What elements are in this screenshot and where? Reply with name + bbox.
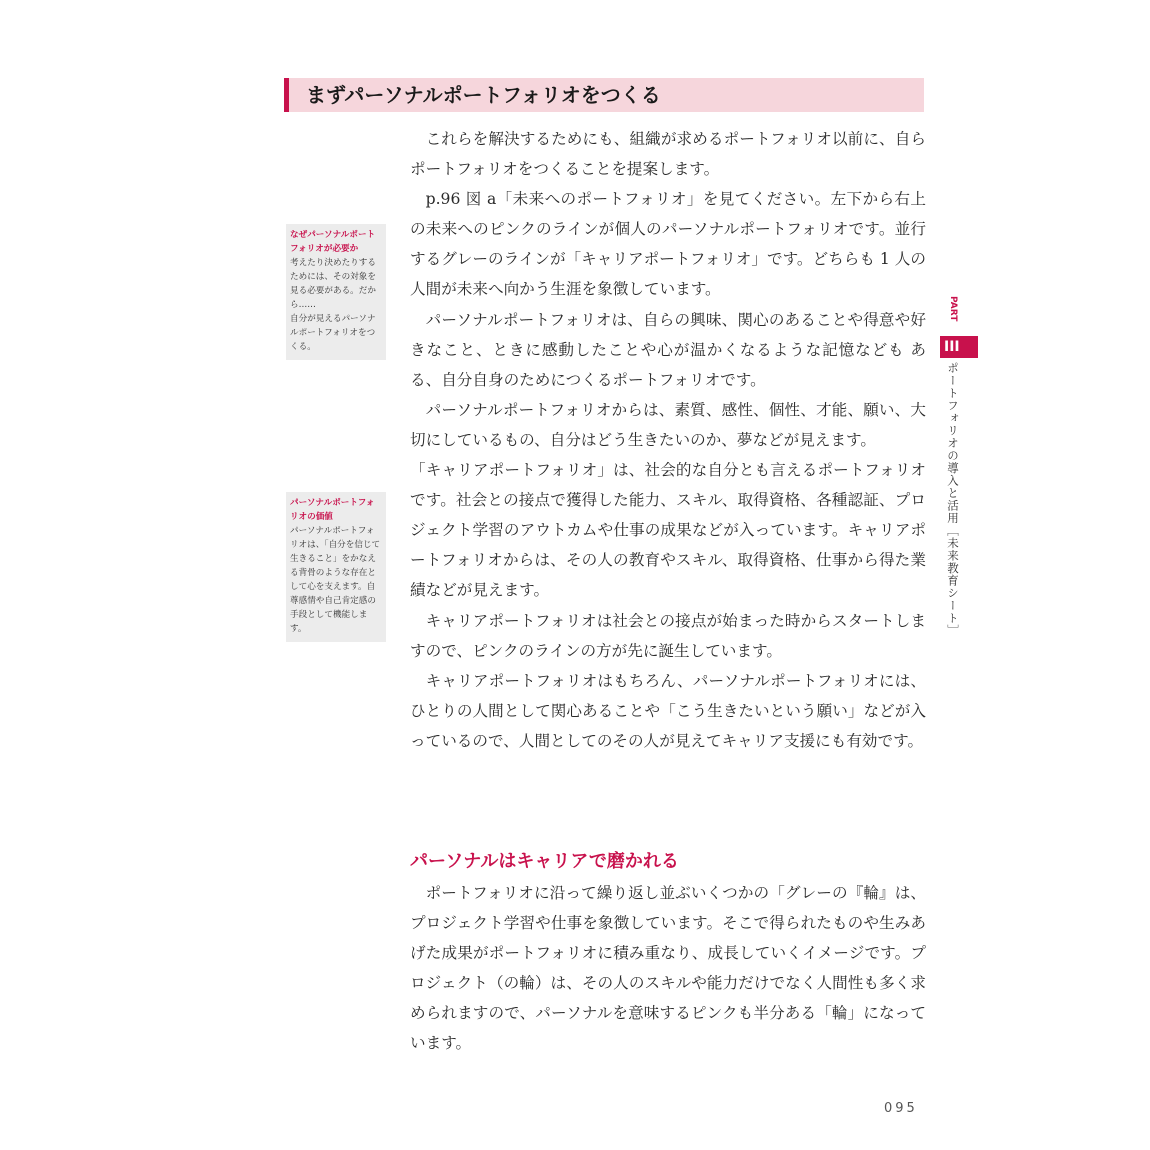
margin-note-body: パーソナルポートフォリオは、「自分を信じて生きること」をかなえる背骨のような存在として心を支えます。自尊感情や自己肯定感の手段として機能します。 <box>290 526 381 634</box>
part-label: PART <box>948 296 958 322</box>
margin-note-title: パーソナルポートフォリオの価値 <box>290 498 375 522</box>
margin-note-body: 考えたり決めたりするためには、その対象を見る必要がある。だから…… <box>290 258 376 310</box>
part-number-badge: III <box>940 336 978 358</box>
main-body-text <box>410 124 926 756</box>
margin-note-personal-value <box>286 492 386 642</box>
margin-note-title: なぜパーソナルポートフォリオが必要か <box>290 230 376 254</box>
page-number: 095 <box>884 1101 918 1116</box>
paragraph: p.96 図 a「未来へのポートフォリオ」を見てください。左下から右上の未来へのピンクのラインが個人のパーソナルポートフォリオです。並行するグレーのラインが「キャリアポートフォリオ」です。どちらも 1 人の人間が未来へ向かう生涯を象徴しています。 <box>410 190 926 299</box>
paragraph: キャリアポートフォリオはもちろん、パーソナルポートフォリオには、ひとりの人間として関心あることや「こう生きたいという願い」などが入っているので、人間としてのその人が見えてキャリア支援にも有効です。 <box>410 671 926 750</box>
chapter-title-vertical: ポートフォリオの導入と活用［未来教育シート］ <box>946 362 960 637</box>
subsection-heading: パーソナルはキャリアで磨かれる <box>410 851 679 872</box>
paragraph: キャリアポートフォリオは社会との接点が始まった時からスタートしますので、ピンクのラインの方が先に誕生しています。 <box>410 611 926 660</box>
margin-note-why-personal <box>286 224 386 360</box>
paragraph: パーソナルポートフォリオは、自らの興味、関心のあることや得意や好きなこと、ときに感動したことや心が温かくなるような記憶なども ある、自分自身のためにつくるポートフォリオです。 <box>410 310 926 389</box>
subsection-body-text <box>410 878 926 1059</box>
paragraph: パーソナルポートフォリオからは、素質、感性、個性、才能、願い、大切にしているもの、自分はどう生きたいのか、夢などが見えます。 <box>410 400 926 449</box>
paragraph: 「キャリアポートフォリオ」は、社会的な自分とも言えるポートフォリオです。社会との接点で獲得した能力、スキル、取得資格、各種認証、プロジェクト学習のアウトカムや仕事の成果などが入っています。キャリアポートフォリオからは、その人の教育やスキル、取得資格、仕事から得た業績などが見えます。 <box>410 461 926 600</box>
margin-note-body-2: 自分が見えるパーソナルポートフォリオをつくる。 <box>290 314 376 352</box>
section-heading-bar <box>284 78 924 112</box>
chapter-side-tab <box>940 296 980 652</box>
paragraph: これらを解決するためにも、組織が求めるポートフォリオ以前に、自らポートフォリオをつくることを提案します。 <box>410 130 926 179</box>
section-heading: まずパーソナルポートフォリオをつくる <box>306 83 661 107</box>
paragraph: ポートフォリオに沿って繰り返し並ぶいくつかの「グレーの『輪』は、プロジェクト学習や仕事を象徴しています。そこで得られたものや生みあげた成果がポートフォリオに積み重なり、成長していくイメージです。プロジェクト（の輪）は、その人のスキルや能力だけでなく人間性も多く求められますので、パーソナルを意味するピンクも半分ある「輪」になっています。 <box>410 884 926 1053</box>
